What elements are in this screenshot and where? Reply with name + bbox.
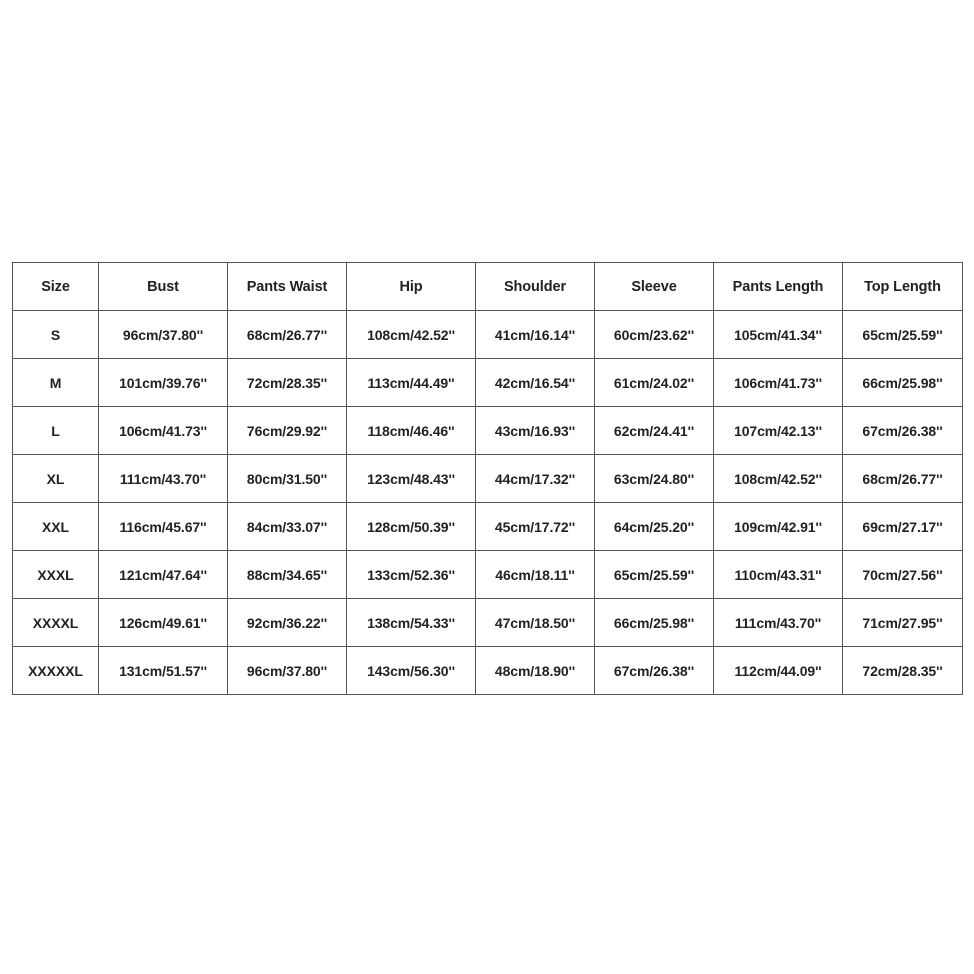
table-row — [13, 359, 963, 407]
cell-hip: 128cm/50.39'' — [347, 503, 476, 551]
cell-size: XXL — [13, 503, 99, 551]
cell-bust: 111cm/43.70'' — [99, 455, 228, 503]
cell-size: S — [13, 311, 99, 359]
cell-pants-waist: 72cm/28.35'' — [228, 359, 347, 407]
cell-top-length: 72cm/28.35'' — [843, 647, 963, 695]
header-cell-shoulder: Shoulder — [476, 263, 595, 311]
cell-sleeve: 67cm/26.38'' — [595, 647, 714, 695]
cell-pants-waist: 80cm/31.50'' — [228, 455, 347, 503]
cell-hip: 143cm/56.30'' — [347, 647, 476, 695]
cell-bust: 126cm/49.61'' — [99, 599, 228, 647]
table-row — [13, 407, 963, 455]
cell-hip: 113cm/44.49'' — [347, 359, 476, 407]
cell-pants-waist: 96cm/37.80'' — [228, 647, 347, 695]
cell-size: XL — [13, 455, 99, 503]
cell-hip: 138cm/54.33'' — [347, 599, 476, 647]
cell-pants-waist: 88cm/34.65'' — [228, 551, 347, 599]
cell-size: XXXXL — [13, 599, 99, 647]
table-row — [13, 551, 963, 599]
cell-top-length: 67cm/26.38'' — [843, 407, 963, 455]
cell-shoulder: 47cm/18.50'' — [476, 599, 595, 647]
cell-bust: 116cm/45.67'' — [99, 503, 228, 551]
cell-sleeve: 62cm/24.41'' — [595, 407, 714, 455]
cell-sleeve: 66cm/25.98'' — [595, 599, 714, 647]
header-cell-bust: Bust — [99, 263, 228, 311]
cell-hip: 108cm/42.52'' — [347, 311, 476, 359]
cell-size: M — [13, 359, 99, 407]
cell-bust: 121cm/47.64'' — [99, 551, 228, 599]
cell-shoulder: 46cm/18.11'' — [476, 551, 595, 599]
cell-pants-length: 110cm/43.31'' — [714, 551, 843, 599]
cell-pants-length: 108cm/42.52'' — [714, 455, 843, 503]
cell-pants-waist: 76cm/29.92'' — [228, 407, 347, 455]
cell-top-length: 65cm/25.59'' — [843, 311, 963, 359]
cell-pants-length: 106cm/41.73'' — [714, 359, 843, 407]
cell-top-length: 68cm/26.77'' — [843, 455, 963, 503]
cell-top-length: 69cm/27.17'' — [843, 503, 963, 551]
cell-shoulder: 41cm/16.14'' — [476, 311, 595, 359]
cell-bust: 131cm/51.57'' — [99, 647, 228, 695]
cell-sleeve: 64cm/25.20'' — [595, 503, 714, 551]
size-chart-body — [13, 311, 963, 695]
header-cell-top-length: Top Length — [843, 263, 963, 311]
cell-pants-length: 112cm/44.09'' — [714, 647, 843, 695]
size-chart-table — [12, 262, 963, 695]
cell-top-length: 70cm/27.56'' — [843, 551, 963, 599]
header-cell-sleeve: Sleeve — [595, 263, 714, 311]
header-cell-size: Size — [13, 263, 99, 311]
cell-shoulder: 43cm/16.93'' — [476, 407, 595, 455]
table-row — [13, 599, 963, 647]
cell-sleeve: 61cm/24.02'' — [595, 359, 714, 407]
cell-hip: 133cm/52.36'' — [347, 551, 476, 599]
table-row — [13, 455, 963, 503]
table-row — [13, 503, 963, 551]
cell-pants-waist: 84cm/33.07'' — [228, 503, 347, 551]
header-cell-hip: Hip — [347, 263, 476, 311]
cell-size: L — [13, 407, 99, 455]
cell-sleeve: 65cm/25.59'' — [595, 551, 714, 599]
header-row — [13, 263, 963, 311]
cell-shoulder: 48cm/18.90'' — [476, 647, 595, 695]
cell-size: XXXL — [13, 551, 99, 599]
cell-bust: 101cm/39.76'' — [99, 359, 228, 407]
cell-pants-length: 109cm/42.91'' — [714, 503, 843, 551]
cell-shoulder: 45cm/17.72'' — [476, 503, 595, 551]
table-row — [13, 311, 963, 359]
cell-pants-waist: 68cm/26.77'' — [228, 311, 347, 359]
cell-pants-length: 111cm/43.70'' — [714, 599, 843, 647]
table-row — [13, 647, 963, 695]
cell-pants-waist: 92cm/36.22'' — [228, 599, 347, 647]
header-cell-pants-length: Pants Length — [714, 263, 843, 311]
cell-top-length: 66cm/25.98'' — [843, 359, 963, 407]
cell-top-length: 71cm/27.95'' — [843, 599, 963, 647]
cell-shoulder: 44cm/17.32'' — [476, 455, 595, 503]
cell-sleeve: 63cm/24.80'' — [595, 455, 714, 503]
cell-hip: 123cm/48.43'' — [347, 455, 476, 503]
cell-pants-length: 105cm/41.34'' — [714, 311, 843, 359]
cell-bust: 106cm/41.73'' — [99, 407, 228, 455]
cell-shoulder: 42cm/16.54'' — [476, 359, 595, 407]
cell-hip: 118cm/46.46'' — [347, 407, 476, 455]
cell-pants-length: 107cm/42.13'' — [714, 407, 843, 455]
cell-sleeve: 60cm/23.62'' — [595, 311, 714, 359]
cell-bust: 96cm/37.80'' — [99, 311, 228, 359]
cell-size: XXXXXL — [13, 647, 99, 695]
header-cell-pants-waist: Pants Waist — [228, 263, 347, 311]
